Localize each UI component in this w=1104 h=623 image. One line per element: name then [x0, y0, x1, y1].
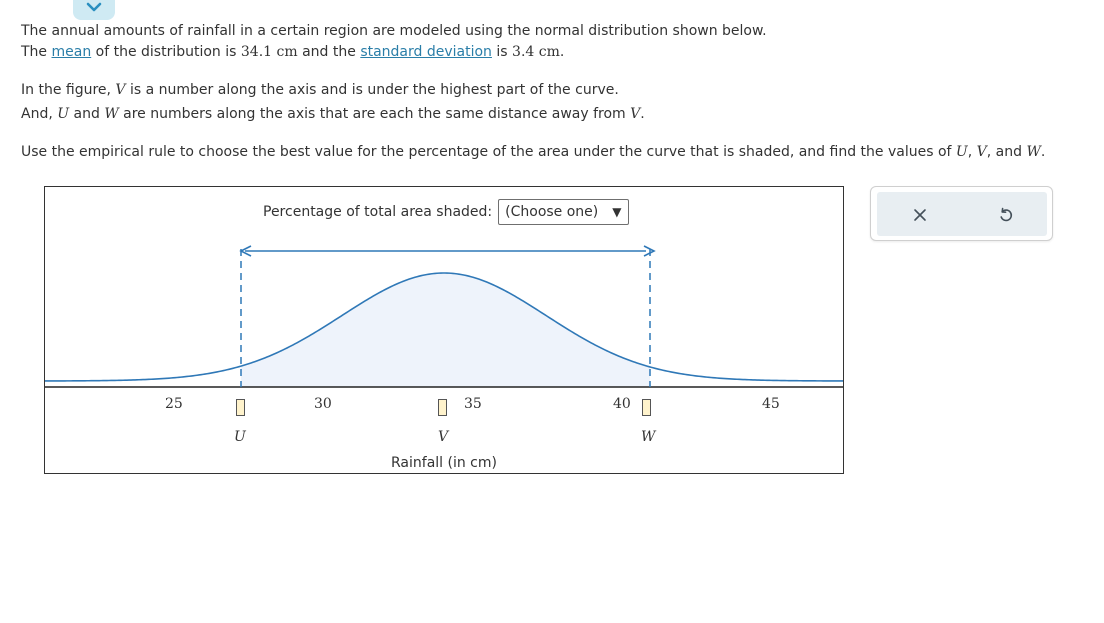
tick-label: 25: [165, 396, 183, 412]
text-fragment: .: [640, 106, 645, 122]
collapse-tab[interactable]: [73, 0, 115, 20]
var-v: V: [630, 106, 641, 122]
shaded-area: [241, 273, 650, 387]
text-fragment: of the distribution is: [91, 44, 241, 60]
normal-distribution-figure: [44, 186, 844, 474]
text-fragment: and the: [297, 44, 361, 60]
text-fragment: The: [21, 44, 52, 60]
intro-text: The annual amounts of rainfall in a certain region are modeled using the normal distribution shown below.: [21, 23, 767, 39]
text-fragment: and: [69, 106, 105, 122]
text-fragment: .: [1040, 144, 1046, 160]
w-label: W: [641, 429, 656, 445]
tick-label: 30: [314, 396, 332, 412]
tick-label: 40: [613, 396, 631, 412]
tick-label: 45: [762, 396, 780, 412]
percentage-row: [263, 199, 629, 225]
text-fragment: And,: [21, 106, 58, 122]
tools-background: [877, 192, 1047, 236]
mean-value: 34.1 cm: [240, 44, 298, 60]
v-answer-box[interactable]: [438, 399, 447, 416]
text-fragment: is a number along the axis and is under the highest part of the curve.: [125, 82, 619, 98]
undo-button[interactable]: [993, 202, 1019, 228]
var-u: U: [57, 106, 70, 122]
text-fragment: .: [559, 44, 565, 60]
var-u: U: [955, 144, 968, 160]
chevron-down-icon: [85, 1, 103, 13]
percentage-selected-value: (Choose one): [505, 204, 599, 220]
v-label: V: [438, 429, 449, 445]
figure-description-line-1: [21, 79, 619, 101]
dropdown-arrow-icon: ▼: [612, 205, 622, 219]
intro-line-1: [21, 20, 767, 42]
var-v: V: [115, 82, 126, 98]
text-fragment: are numbers along the axis that are each the same distance away from: [118, 106, 631, 122]
var-w: W: [104, 106, 119, 122]
text-fragment: Use the empirical rule to choose the best value for the percentage of the area under the curve that is shaded, and find the values of: [21, 144, 956, 160]
sd-value: 3.4 cm: [512, 44, 560, 60]
close-icon: [913, 208, 927, 222]
x-axis-label: Rainfall (in cm): [391, 455, 497, 471]
instruction-line: [21, 141, 1045, 163]
text-fragment: , and: [986, 144, 1027, 160]
mean-link[interactable]: mean: [51, 44, 92, 60]
clear-button[interactable]: [907, 202, 933, 228]
tick-label: 35: [464, 396, 482, 412]
var-w: W: [1026, 144, 1041, 160]
text-fragment: is: [491, 44, 513, 60]
intro-line-2: [21, 41, 564, 63]
w-answer-box[interactable]: [642, 399, 651, 416]
text-fragment: In the figure,: [21, 82, 116, 98]
text-fragment: ,: [967, 144, 977, 160]
figure-description-line-2: [21, 103, 645, 125]
answer-tools-panel: [870, 186, 1053, 241]
standard-deviation-link[interactable]: standard deviation: [360, 44, 492, 60]
var-v: V: [976, 144, 987, 160]
percentage-label: Percentage of total area shaded:: [263, 204, 493, 220]
u-answer-box[interactable]: [236, 399, 245, 416]
percentage-dropdown[interactable]: [498, 199, 628, 225]
undo-icon: [998, 207, 1014, 223]
u-label: U: [234, 429, 246, 445]
